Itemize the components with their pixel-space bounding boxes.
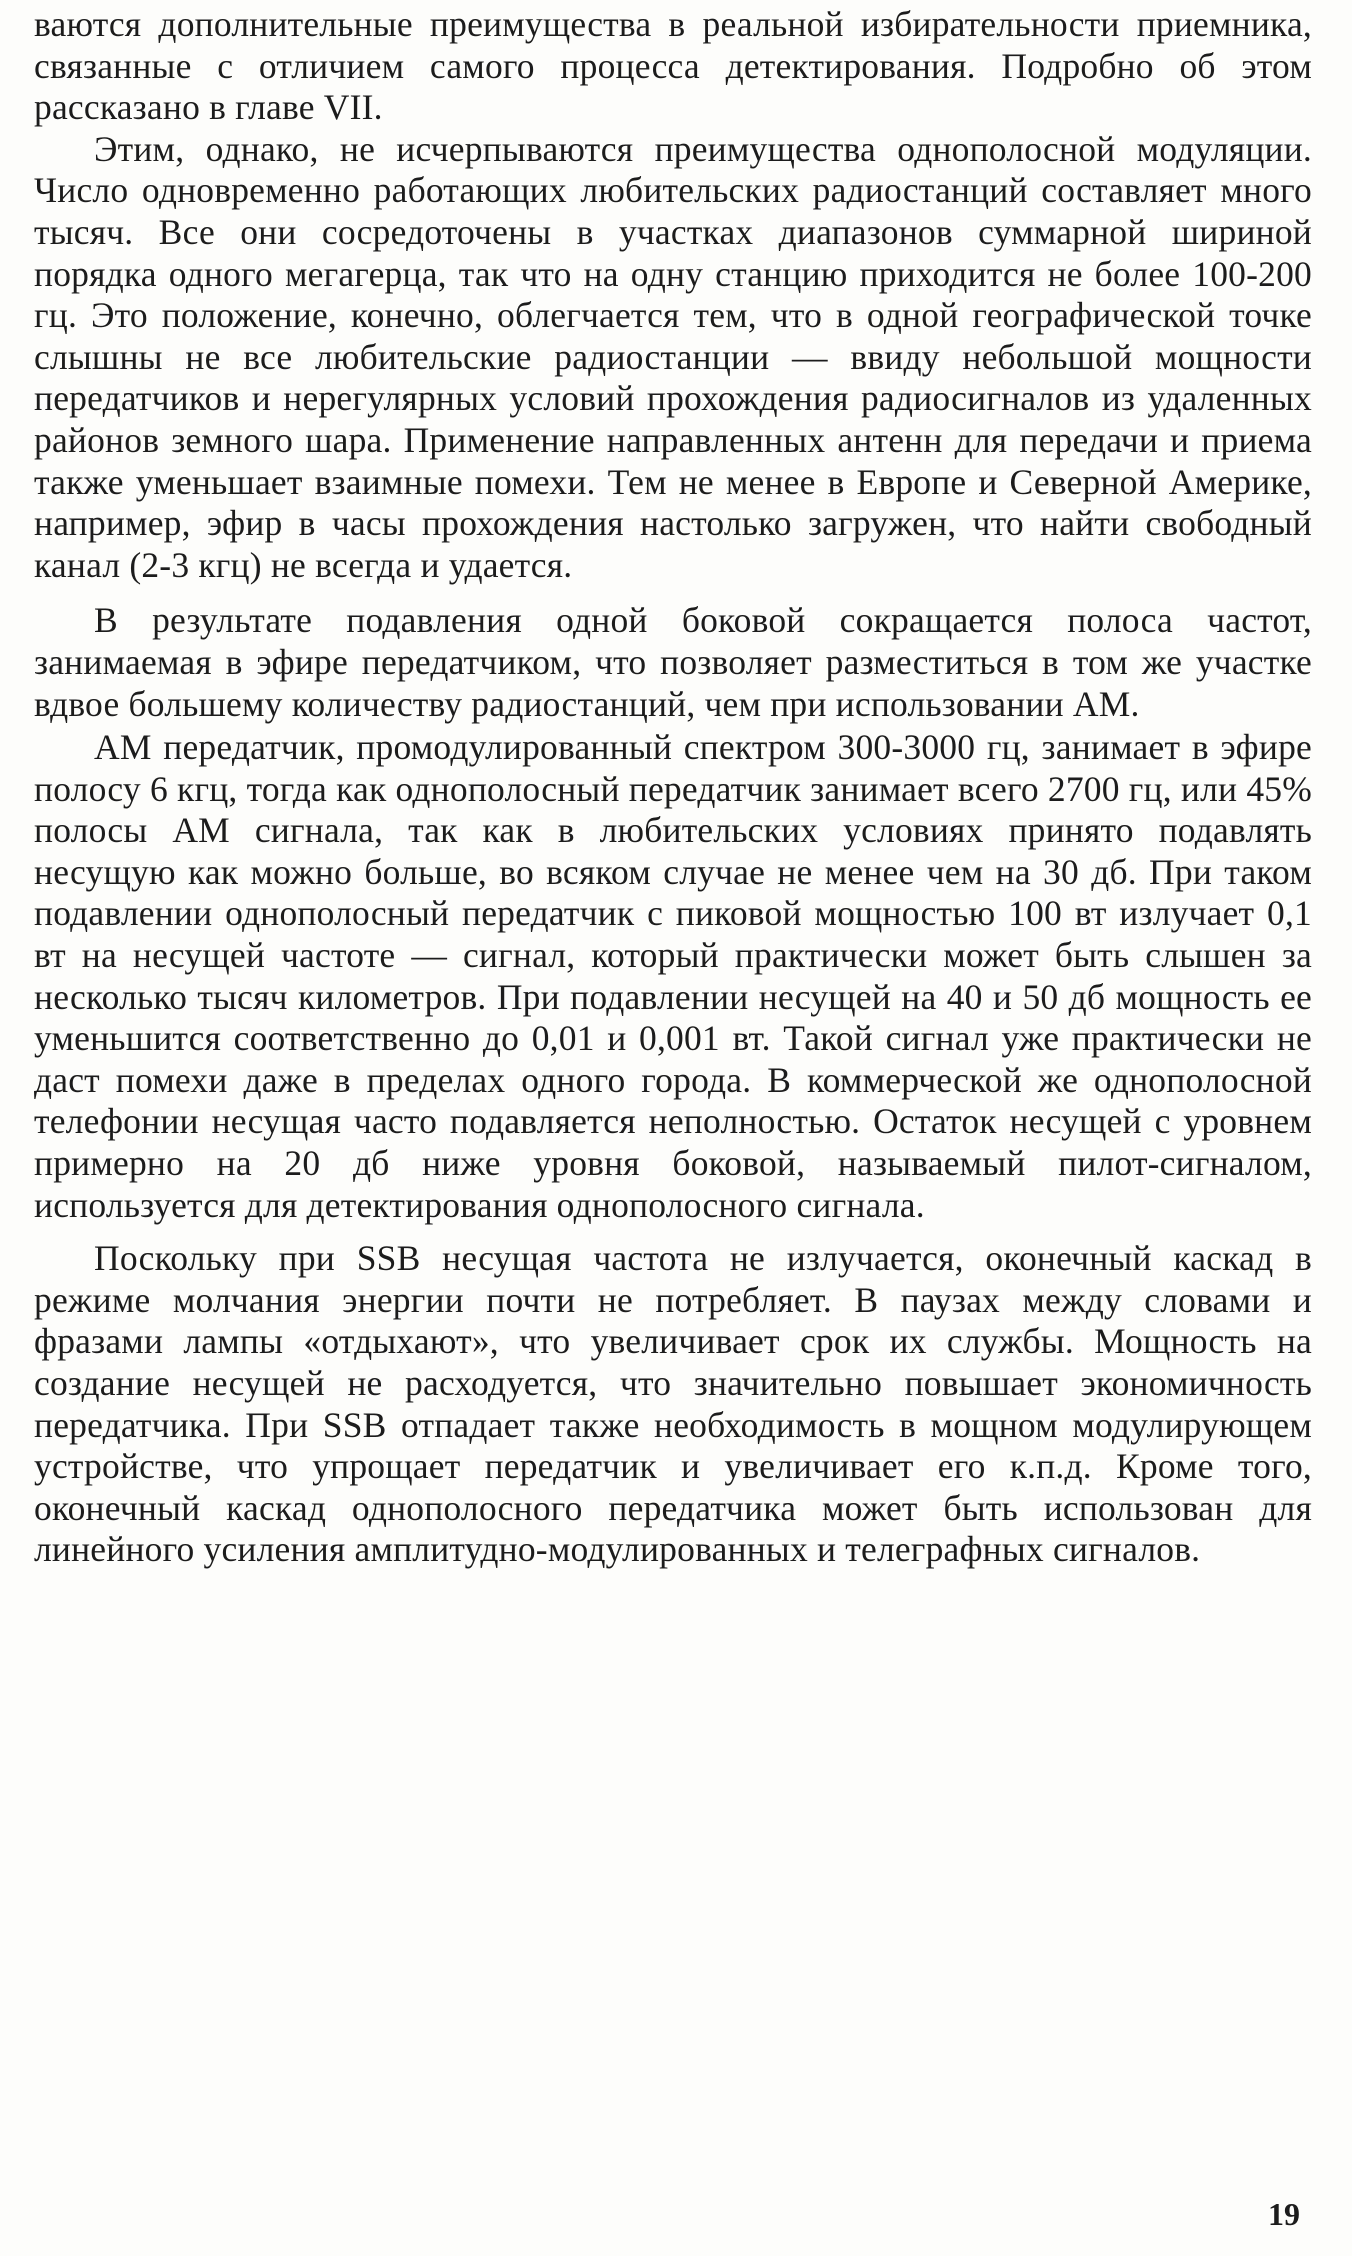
paragraph-3: В результате подавления одной боковой сокращается полоса частот, занимаемая в эфире передатчиком, что позволяет разместиться в том же участке вдвое большему количеству радиостанций, чем при использовании АМ.: [34, 600, 1312, 724]
paragraph-2: Этим, однако, не исчерпываются преимущества однополосной модуляции. Число одновременно работающих любительских радиостанций составляет много тысяч. Все они сосредоточены в участках диапазонов суммарной шириной порядка одного мегагерца, так что на одну станцию приходится не более 100-200 гц. Это положение, конечно, облегчается тем, что в одной географической точке слышны не все любительские радиостанции — ввиду небольшой мощности передатчиков и нерегулярных условий прохождения радиосигналов из удаленных районов земного шара. Применение направленных антенн для передачи и приема также уменьшает взаимные помехи. Тем не менее в Европе и Северной Америке, например, эфир в часы прохождения настолько загружен, что найти свободный канал (2-3 кгц) не всегда и удается.: [34, 128, 1312, 585]
paragraph-1: ваются дополнительные преимущества в реальной избирательности приемника, связанные с отличием самого процесса детектирования. Подробно об этом рассказано в главе VII.: [34, 4, 1312, 128]
body-text: [34, 4, 1312, 1571]
page-number: 19: [1268, 2196, 1300, 2232]
paragraph-4: АМ передатчик, промодулированный спектром 300-3000 гц, занимает в эфире полосу 6 кгц, тогда как однополосный передатчик занимает всего 2700 гц, или 45% полосы АМ сигнала, так как в любительских условиях принято подавлять несущую как можно больше, во всяком случае не менее чем на 30 дб. При таком подавлении однополосный передатчик с пиковой мощностью 100 вт излучает 0,1 вт на несущей частоте — сигнал, который практически может быть слышен за несколько тысяч километров. При подавлении несущей на 40 и 50 дб мощность ее уменьшится соответственно до 0,01 и 0,001 вт. Такой сигнал уже практически не даст помехи даже в пределах одного города. В коммерческой же однополосной телефонии несущая часто подавляется неполностью. Остаток несущей с уровнем примерно на 20 дб ниже уровня боковой, называемый пилот-сигналом, используется для детектирования однополосного сигнала.: [34, 727, 1312, 1225]
paragraph-5: Поскольку при SSB несущая частота не излучается, оконечный каскад в режиме молчания энергии почти не потребляет. В паузах между словами и фразами лампы «отдыхают», что увеличивает срок их службы. Мощность на создание несущей не расходуется, что значительно повышает экономичность передатчика. При SSB отпадает также необходимость в мощном модулирующем устройстве, что упрощает передатчик и увеличивает его к.п.д. Кроме того, оконечный каскад однополосного передатчика может быть использован для линейного усиления амплитудно-модулированных и телеграфных сигналов.: [34, 1238, 1312, 1570]
